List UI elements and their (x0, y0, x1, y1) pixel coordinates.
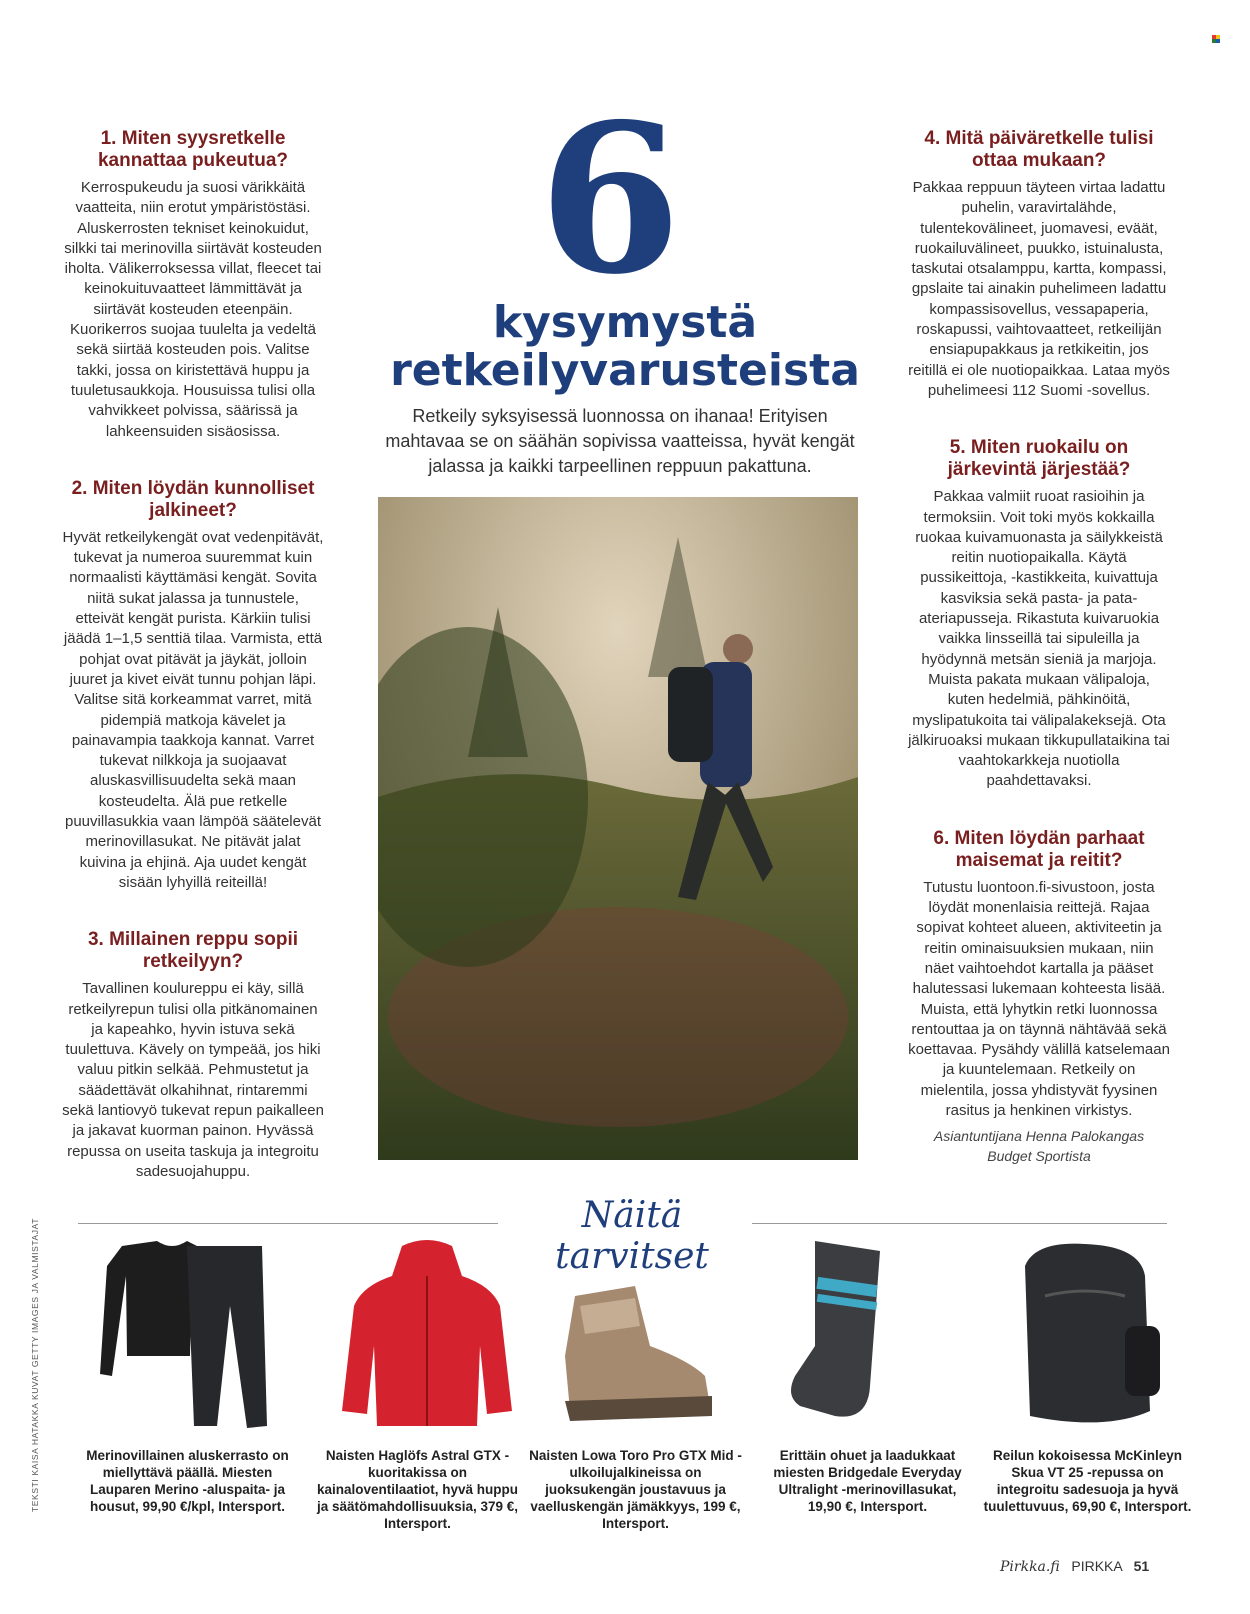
question-title: 5. Miten ruokailu on järkevintä järjestää? (947, 437, 1131, 481)
divider-left (78, 1223, 498, 1224)
lead-paragraph: Retkeily syksyisessä luonnossa on ihanaa! Erityisen mahtavaa se on säähän sopivissa vaatteissa, hyvät kengät jalassa ja kaikki tarpeellinen reppuun pakattuna. (385, 406, 855, 476)
question-title: 1. Miten syysretkelle kannattaa pukeutua? (97, 128, 289, 171)
question-1 (62, 128, 324, 442)
question-title: 3. Millainen reppu sopii retkeilyyn? (87, 929, 299, 973)
footer-magazine: PIRKKA (1071, 1558, 1122, 1574)
photo-credit (30, 1172, 50, 1512)
page-footer (1000, 1558, 1149, 1575)
question-title: 4. Mitä päiväretkelle tulisi ottaa mukaan? (924, 128, 1154, 171)
page-title-line1: kysymystä (492, 297, 758, 348)
question-6 (908, 828, 1170, 1122)
question-body: Pakkaa reppuun täyteen virtaa ladattu puhelin, varavirtalähde, tulentekovälineet, juomavesi, eväät, ruokailuvälineet, puukko, istuinalusta, taskutai otsalamppu, kartta, kompassi, gpslaite tai ainakin puhelimeen ladattu kompassisovellus, vessapaperia, roskapussi, vaihtovaatteet, retkeilijän ensiapupakkaus ja retkikeitin, jos reitillä ei ole nuotiopaikkaa. Lataa myös puhelimeesi 112 Suomi -sovellus. (908, 179, 1170, 399)
product-caption: Naisten Lowa Toro Pro GTX Mid -ulkoilujalkineissa on juoksukengän joustavuus ja vaelluskengän jämäkkyys, 199 €, Intersport. (529, 1448, 742, 1531)
question-title: 6. Miten löydän parhaat maisemat ja reitit? (933, 827, 1145, 871)
footer-site: Pirkka.fi (1000, 1559, 1060, 1575)
question-body: Tutustu luontoon.fi-sivustoon, josta löydät monenlaisia reittejä. Rajaa sopivat kohteet alueen, aktiviteetin ja reitin ominaisuuksien mukaan, niin näet vaihtoehdot kartalla ja pääset halutessasi lukemaan kohteesta lisää. Muista, että lyhytkin retki luonnossa rentouttaa ja on täynnä nähtävää sekä koettavaa. Pysähdy välillä katselemaan ja kuuntelemaan. Retkeily on mielentila, jossa yhdistyvät fyysinen rasitus ja henkinen virkistys. (908, 878, 1170, 1119)
rain-jacket-icon (322, 1236, 532, 1441)
expert-credit (908, 1126, 1170, 1166)
hiking-boot-icon (540, 1236, 750, 1441)
wool-sock-icon (775, 1236, 985, 1441)
divider-right (752, 1223, 1167, 1224)
big-number: 6 (538, 80, 682, 320)
product-caption: Merinovillainen aluskerrasto on miellyttävä päällä. Miesten Lauparen Merino -aluspaita- ja housut, 99,90 €/kpl, Intersport. (86, 1448, 289, 1514)
page-title-line2: retkeilyvarusteista (390, 345, 860, 396)
question-4 (908, 128, 1170, 401)
left-column (62, 128, 324, 1218)
question-title: 2. Miten löydän kunnolliset jalkineet? (71, 477, 315, 521)
expert-name: Asiantuntijana Henna Palokangas (933, 1128, 1145, 1144)
question-body: Tavallinen koulureppu ei käy, sillä retkeilyrepun tulisi olla pitkänomainen ja kapeahko, hyvin istuva sekä tuulettuva. Kävely on tympeää, jos hiki valuu pitkin selkää. Pehmustetut ja säädettävät olkahihnat, rintaremmi sekä lantiovyö tukevat repun paikalleen ja jakavat kuorman painon. Hyvässä repussa on useita taskuja ja integroitu sadesuojahuppu. (62, 980, 324, 1180)
question-body: Pakkaa valmiit ruoat rasioihin ja termoksiin. Voit toki myös kokkailla ruokaa kuivamuonasta ja säilykkeistä reitin nuotiopaikalla. Käytä pussikeittoja, -kastikkeita, kuivattuja kasviksia sekä pasta- ja pata-ateriapusseja. Rikastuta kuivaruokia vaikka linsseillä tai sipuleilla ja hyödynnä metsän sieniä ja marjoja. Muista pakata mukaan välipaloja, kuten hedelmiä, pähkinöitä, myslipatukoita tai välipalakeksejä. Ota jälkiruoaksi mukaan tikkupullataikina tai vaahtokarkkeja nuotiolla paahdettavaksi. (908, 488, 1170, 790)
products-heading: Näitä tarvitset (555, 1195, 709, 1277)
product-caption: Naisten Haglöfs Astral GTX -kuoritakissa on kainaloventilaatiot, hyvä huppu ja säätömahdollisuuksia, 379 €, Intersport. (316, 1448, 519, 1531)
page-number: 51 (1133, 1558, 1150, 1574)
question-body: Hyvät retkeilykengät ovat vedenpitävät, tukevat ja numeroa suuremmat kuin normaalisti käyttämäsi kengät. Sovita niitä sukat jalassa ja tunnustele, etteivät kengät purista. Kärkiin tulisi jäädä 1–1,5 senttiä tilaa. Varmista, että pohjat ovat pitävät ja jäykät, jolloin juuret ja kivet eivät tunnu pohjan läpi. Valitse sitä korkeammat varret, mitä pidempiä matkoja kävelet ja painavampia taakkoja kannat. Varret tukevat nilkkoja ja suojaavat aluskasvillisuudelta sekä maan kosteudelta. Älä pue retkelle puuvillasukkia vaan lämpöä säätelevät merinovillasukat. Ne pitävät jalat kuivina ja ehjinä. Aja uudet kengät sisään lyhyillä reiteillä! (62, 528, 324, 891)
product-caption: Erittäin ohuet ja laadukkaat miesten Bridgedale Everyday Ultralight -merinovillasukat, 19,90 €, Intersport. (773, 1448, 962, 1514)
hiker-photo (378, 497, 858, 1160)
credit-text: TEKSTI KAISA HATAKKA KUVAT GETTY IMAGES JA VALMISTAJAT (30, 1217, 40, 1512)
expert-company: Budget Sportista (987, 1148, 1091, 1164)
question-2 (62, 478, 324, 893)
question-body: Kerrospukeudu ja suosi värikkäitä vaatteita, niin erotut ympäristöstäsi. Aluskerrosten tekniset keinokuidut, silkki tai merinovilla siirtävät kosteuden iholta. Välikerroksessa villat, fleecet tai keinokuituvaatteet lämmittävät ja siirtävät kosteuden eteenpäin. Kuorikerros suojaa tuulelta ja vedeltä sekä siirtää kosteuden pois. Valitse takki, jossa on kiristettävä huppu ja tuuletusaukkoja. Housuissa tulisi olla vahvikkeet polvissa, säärissä ja lahkeensuiden sisäosissa. (64, 179, 322, 440)
product-caption: Reilun kokoisessa McKinleyn Skua VT 25 -repussa on integroitu sadesuoja ja hyvä tuulettuvuus, 69,90 €, Intersport. (983, 1448, 1192, 1514)
corner-logo-icon (1212, 30, 1220, 38)
right-column (908, 128, 1170, 1157)
base-layer-icon (82, 1236, 292, 1441)
backpack-icon (985, 1236, 1195, 1441)
question-5 (908, 437, 1170, 791)
question-3 (62, 929, 324, 1182)
